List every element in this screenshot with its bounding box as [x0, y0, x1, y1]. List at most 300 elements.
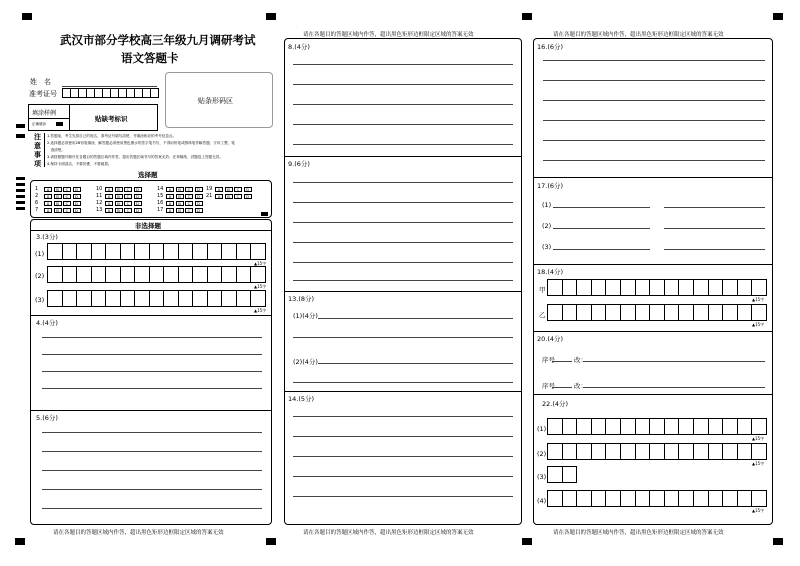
registration-mark — [15, 538, 25, 545]
grid-cell[interactable] — [251, 243, 266, 260]
grid-cell[interactable] — [577, 443, 592, 460]
option-bubble[interactable]: A — [215, 194, 223, 199]
grid-cell[interactable] — [752, 279, 767, 296]
option-bubble[interactable]: D — [73, 201, 81, 206]
notes-title: 注 意 事 项 — [34, 133, 41, 168]
grid-cell[interactable] — [650, 304, 665, 321]
grid-cell[interactable] — [548, 490, 563, 507]
answer-line[interactable] — [583, 387, 765, 388]
answer-line[interactable] — [543, 60, 765, 61]
grid-cell[interactable] — [577, 304, 592, 321]
barcode-label: 贴条形码区 — [198, 97, 233, 105]
grid-cell[interactable] — [121, 266, 136, 283]
grid-cell[interactable] — [150, 243, 165, 260]
grid-cell[interactable] — [665, 304, 680, 321]
grid-cell[interactable] — [636, 304, 651, 321]
grid-cell[interactable] — [92, 290, 107, 307]
option-bubble[interactable]: A — [44, 201, 52, 206]
option-bubble[interactable]: B — [54, 187, 62, 192]
grid-cell[interactable] — [592, 443, 607, 460]
grid-cell[interactable] — [563, 443, 578, 460]
answer-line[interactable] — [42, 371, 262, 372]
option-bubble[interactable]: A — [166, 187, 174, 192]
q18-row2-label: 乙 — [539, 311, 546, 319]
grid-cell[interactable] — [679, 490, 694, 507]
grid-cell[interactable] — [179, 266, 194, 283]
option-bubble[interactable]: D — [244, 187, 252, 192]
answer-line[interactable] — [664, 228, 765, 229]
mcq-number: 13 — [96, 207, 103, 213]
word-counter: ▲15字 — [254, 261, 267, 266]
grid-cell[interactable] — [723, 418, 738, 435]
q13-label: 13.(8分) — [288, 295, 315, 303]
q9-label: 9.(6分) — [288, 160, 310, 168]
grid-cell[interactable] — [752, 490, 767, 507]
answer-line[interactable] — [293, 64, 513, 65]
grid-cell[interactable] — [563, 466, 578, 483]
mcq-question-1 — [35, 186, 82, 192]
grid-cell[interactable] — [548, 304, 563, 321]
grid-cell[interactable] — [121, 290, 136, 307]
option-bubble[interactable]: A — [215, 187, 223, 192]
q20-change-label: 改： — [574, 382, 587, 390]
answer-line[interactable] — [293, 222, 513, 223]
mcq-number: 7 — [35, 207, 39, 213]
grid-cell[interactable] — [650, 443, 665, 460]
option-bubble[interactable]: D — [195, 208, 203, 213]
grid-cell[interactable] — [237, 243, 252, 260]
grid-cell[interactable] — [709, 304, 724, 321]
option-bubble[interactable]: B — [176, 194, 184, 199]
mcq-number: 15 — [157, 193, 164, 199]
grid-cell[interactable] — [563, 279, 578, 296]
option-bubble[interactable]: C — [63, 187, 71, 192]
answer-line[interactable] — [42, 337, 262, 338]
q8-label: 8.(4分) — [288, 43, 310, 51]
q18-grid-2[interactable] — [547, 304, 767, 321]
option-bubble[interactable]: A — [105, 208, 113, 213]
answer-line[interactable] — [543, 80, 765, 81]
answer-line[interactable] — [293, 242, 513, 243]
option-bubble[interactable]: A — [105, 187, 113, 192]
grid-cell[interactable] — [606, 304, 621, 321]
grid-cell[interactable] — [723, 443, 738, 460]
grid-cell[interactable] — [121, 243, 136, 260]
grid-cell[interactable] — [193, 290, 208, 307]
answer-line[interactable] — [543, 120, 765, 121]
mcq-question-6 — [35, 200, 82, 206]
answer-line[interactable] — [293, 456, 513, 457]
q3-grid-1[interactable] — [47, 243, 266, 260]
grid-cell[interactable] — [636, 418, 651, 435]
answer-line[interactable] — [553, 249, 650, 250]
grid-cell[interactable] — [694, 418, 709, 435]
grid-cell[interactable] — [650, 279, 665, 296]
grid-cell[interactable] — [709, 279, 724, 296]
grid-cell[interactable] — [63, 266, 78, 283]
answer-line[interactable] — [318, 363, 513, 364]
option-bubble[interactable]: D — [134, 201, 142, 206]
grid-cell[interactable] — [650, 490, 665, 507]
grid-cell[interactable] — [738, 490, 753, 507]
answer-line[interactable] — [543, 140, 765, 141]
option-bubble[interactable]: C — [234, 194, 242, 199]
option-bubble[interactable]: A — [105, 201, 113, 206]
answer-line[interactable] — [42, 470, 262, 471]
answer-line[interactable] — [293, 337, 513, 338]
grid-cell[interactable] — [251, 266, 266, 283]
grid-cell[interactable] — [694, 490, 709, 507]
mcq-number: 14 — [157, 186, 164, 192]
mcq-question-19 — [206, 186, 253, 192]
mcq-number: 17 — [157, 207, 164, 213]
option-bubble[interactable]: D — [73, 194, 81, 199]
grid-cell[interactable] — [577, 279, 592, 296]
option-bubble[interactable]: D — [134, 194, 142, 199]
option-bubble[interactable]: D — [195, 187, 203, 192]
q13-sub2: (2)(4分) — [293, 358, 318, 366]
corner-mark — [261, 212, 268, 216]
q16-label: 16.(6分) — [537, 43, 564, 51]
mcq-number: 11 — [96, 193, 103, 199]
option-bubble[interactable]: A — [105, 194, 113, 199]
grid-cell[interactable] — [679, 279, 694, 296]
option-bubble[interactable]: D — [195, 194, 203, 199]
grid-cell[interactable] — [48, 243, 63, 260]
option-bubble[interactable]: B — [225, 194, 233, 199]
option-bubble[interactable]: C — [124, 201, 132, 206]
q18-row1-label: 甲 — [539, 286, 546, 294]
grid-cell[interactable] — [752, 304, 767, 321]
answer-line[interactable] — [293, 280, 513, 281]
answer-line[interactable] — [42, 451, 262, 452]
mcq-question-21 — [206, 193, 253, 199]
grid-cell[interactable] — [621, 304, 636, 321]
answer-line[interactable] — [293, 182, 513, 183]
grid-cell[interactable] — [723, 490, 738, 507]
answer-line[interactable] — [552, 361, 572, 362]
mcq-question-2 — [35, 193, 82, 199]
grid-cell[interactable] — [222, 290, 237, 307]
grid-cell[interactable] — [150, 266, 165, 283]
grid-cell[interactable] — [752, 443, 767, 460]
q17-sub1: (1) — [542, 201, 552, 209]
grid-cell[interactable] — [106, 243, 121, 260]
q3-grid-2[interactable] — [47, 266, 266, 283]
grid-cell[interactable] — [164, 243, 179, 260]
card-subtitle: 语文答题卡 — [121, 51, 179, 65]
grid-cell[interactable] — [592, 418, 607, 435]
sample-box — [28, 104, 158, 131]
option-bubble[interactable]: B — [54, 201, 62, 206]
grid-cell[interactable] — [63, 243, 78, 260]
answer-line[interactable] — [293, 202, 513, 203]
grid-cell[interactable] — [193, 266, 208, 283]
answer-line[interactable] — [42, 432, 262, 433]
answer-line[interactable] — [42, 489, 262, 490]
grid-cell[interactable] — [48, 290, 63, 307]
grid-cell[interactable] — [592, 490, 607, 507]
answer-line[interactable] — [583, 361, 765, 362]
grid-cell[interactable] — [738, 418, 753, 435]
q20-seq-label: 序号 — [542, 382, 555, 390]
option-bubble[interactable]: D — [73, 208, 81, 213]
timing-mark — [16, 177, 25, 180]
grid-cell[interactable] — [222, 243, 237, 260]
mcq-number: 19 — [206, 186, 213, 192]
option-bubble[interactable]: B — [225, 187, 233, 192]
answer-frame-2 — [284, 38, 522, 525]
grid-cell[interactable] — [548, 443, 563, 460]
answer-line[interactable] — [293, 416, 513, 417]
option-bubble[interactable]: B — [54, 194, 62, 199]
grid-cell[interactable] — [679, 418, 694, 435]
option-bubble[interactable]: C — [234, 187, 242, 192]
grid-cell[interactable] — [106, 290, 121, 307]
answer-line[interactable] — [553, 207, 650, 208]
grid-cell[interactable] — [636, 279, 651, 296]
grid-cell[interactable] — [694, 443, 709, 460]
answer-line[interactable] — [293, 104, 513, 105]
grid-cell[interactable] — [164, 290, 179, 307]
grid-cell[interactable] — [548, 466, 563, 483]
q13-sub1: (1)(4分) — [293, 312, 318, 320]
answer-line[interactable] — [42, 388, 262, 389]
mcq-number: 16 — [157, 200, 164, 206]
option-bubble[interactable]: D — [244, 194, 252, 199]
option-bubble[interactable]: B — [115, 194, 123, 199]
grid-cell[interactable] — [193, 243, 208, 260]
option-bubble[interactable]: D — [134, 208, 142, 213]
grid-cell[interactable] — [135, 266, 150, 283]
grid-cell[interactable] — [208, 290, 223, 307]
grid-cell[interactable] — [738, 304, 753, 321]
grid-cell[interactable] — [548, 418, 563, 435]
registration-mark — [266, 538, 276, 545]
answer-line[interactable] — [318, 318, 513, 319]
mcq-number: 6 — [35, 200, 39, 206]
answer-line[interactable] — [42, 354, 262, 355]
grid-cell[interactable] — [621, 490, 636, 507]
answer-line[interactable] — [543, 100, 765, 101]
answer-line[interactable] — [293, 496, 513, 497]
grid-cell[interactable] — [738, 279, 753, 296]
grid-cell[interactable] — [665, 418, 680, 435]
grid-cell[interactable] — [709, 443, 724, 460]
timing-mark — [16, 207, 25, 210]
grid-cell[interactable] — [77, 266, 92, 283]
grid-cell[interactable] — [577, 490, 592, 507]
timing-mark — [16, 201, 25, 204]
answer-line[interactable] — [552, 387, 572, 388]
option-bubble[interactable]: D — [73, 187, 81, 192]
grid-cell[interactable] — [251, 290, 266, 307]
q3-grid-3[interactable] — [47, 290, 266, 307]
grid-cell[interactable] — [208, 266, 223, 283]
grid-cell[interactable] — [592, 304, 607, 321]
word-counter: ▲15字 — [254, 284, 267, 289]
registration-mark — [773, 13, 783, 20]
grid-cell[interactable] — [135, 290, 150, 307]
option-bubble[interactable]: A — [166, 194, 174, 199]
grid-cell[interactable] — [650, 418, 665, 435]
option-bubble[interactable]: D — [134, 187, 142, 192]
grid-cell[interactable] — [665, 490, 680, 507]
grid-cell[interactable] — [548, 279, 563, 296]
grid-cell[interactable] — [77, 243, 92, 260]
grid-cell[interactable] — [709, 418, 724, 435]
grid-cell[interactable] — [135, 243, 150, 260]
registration-mark — [266, 13, 276, 20]
grid-cell[interactable] — [679, 304, 694, 321]
q22-sub4: (4) — [537, 497, 547, 505]
option-bubble[interactable]: D — [195, 201, 203, 206]
q22-label: 22.(4分) — [542, 400, 569, 408]
mcq-question-7 — [35, 207, 82, 213]
grid-cell[interactable] — [621, 418, 636, 435]
option-bubble[interactable]: A — [166, 208, 174, 213]
grid-cell[interactable] — [665, 279, 680, 296]
q18-grid-1[interactable] — [547, 279, 767, 296]
grid-cell[interactable] — [164, 266, 179, 283]
option-bubble[interactable]: B — [115, 187, 123, 192]
answer-line[interactable] — [293, 262, 513, 263]
answer-line[interactable] — [664, 207, 765, 208]
grid-cell[interactable] — [592, 279, 607, 296]
mcq-question-15 — [157, 193, 204, 199]
answer-line[interactable] — [553, 228, 650, 229]
option-bubble[interactable]: C — [124, 187, 132, 192]
answer-line[interactable] — [293, 144, 513, 145]
answer-line[interactable] — [293, 382, 513, 383]
answer-line[interactable] — [42, 508, 262, 509]
q17-sub3: (3) — [542, 243, 552, 251]
grid-cell[interactable] — [679, 443, 694, 460]
grid-cell[interactable] — [563, 418, 578, 435]
answer-line[interactable] — [293, 124, 513, 125]
q22-grid-3[interactable] — [547, 466, 577, 483]
id-boxes[interactable] — [62, 88, 159, 98]
grid-cell[interactable] — [237, 266, 252, 283]
timing-mark — [16, 195, 25, 198]
grid-cell[interactable] — [752, 418, 767, 435]
sample-correct-label: 正确填涂 — [32, 122, 46, 126]
notice-text: 请在各题目的答题区域内作答，超出黑色矩形边框限定区域的答案无效 — [553, 530, 724, 536]
option-bubble[interactable]: B — [176, 187, 184, 192]
grid-cell[interactable] — [606, 279, 621, 296]
grid-cell[interactable] — [723, 279, 738, 296]
grid-cell[interactable] — [606, 490, 621, 507]
option-bubble[interactable]: B — [176, 201, 184, 206]
grid-cell[interactable] — [723, 304, 738, 321]
grid-cell[interactable] — [665, 443, 680, 460]
grid-cell[interactable] — [636, 490, 651, 507]
option-bubble[interactable]: C — [63, 208, 71, 213]
option-bubble[interactable]: C — [63, 201, 71, 206]
grid-cell[interactable] — [77, 290, 92, 307]
option-bubble[interactable]: A — [166, 201, 174, 206]
name-field[interactable] — [62, 86, 157, 87]
q18-label: 18.(4分) — [537, 268, 564, 276]
q5-label: 5.(6分) — [36, 414, 58, 422]
answer-line[interactable] — [664, 249, 765, 250]
grid-cell[interactable] — [563, 304, 578, 321]
timing-mark — [16, 134, 25, 138]
q22-grid-1[interactable] — [547, 418, 767, 435]
grid-cell[interactable] — [621, 279, 636, 296]
word-counter: ▲15字 — [752, 461, 765, 466]
q3-label: 3.(3分) — [36, 233, 58, 241]
mcq-question-11 — [96, 193, 143, 199]
grid-cell[interactable] — [606, 443, 621, 460]
q22-grid-2[interactable] — [547, 443, 767, 460]
grid-cell[interactable] — [621, 443, 636, 460]
sample-label: 填涂样例 — [32, 110, 57, 117]
option-bubble[interactable]: B — [115, 208, 123, 213]
q22-grid-4[interactable] — [547, 490, 767, 507]
mcq-question-10 — [96, 186, 143, 192]
q3-sub1: (1) — [35, 250, 45, 258]
grid-cell[interactable] — [179, 290, 194, 307]
grid-cell[interactable] — [694, 304, 709, 321]
grid-cell[interactable] — [694, 279, 709, 296]
option-bubble[interactable]: C — [185, 194, 193, 199]
mcq-question-12 — [96, 200, 143, 206]
grid-cell[interactable] — [150, 290, 165, 307]
answer-line[interactable] — [543, 160, 765, 161]
grid-cell[interactable] — [563, 490, 578, 507]
grid-cell[interactable] — [222, 266, 237, 283]
option-bubble[interactable]: B — [115, 201, 123, 206]
grid-cell[interactable] — [92, 266, 107, 283]
grid-cell[interactable] — [179, 243, 194, 260]
timing-mark — [16, 183, 25, 186]
notice-text: 请在各题目的答题区域内作答，超出黑色矩形边框限定区域的答案无效 — [553, 32, 724, 38]
grid-cell[interactable] — [106, 266, 121, 283]
grid-cell[interactable] — [636, 443, 651, 460]
option-bubble[interactable]: A — [44, 194, 52, 199]
id-label: 准考证号 — [29, 90, 57, 98]
option-bubble[interactable]: B — [54, 208, 62, 213]
grid-cell[interactable] — [48, 266, 63, 283]
option-bubble[interactable]: C — [185, 187, 193, 192]
option-bubble[interactable]: C — [124, 208, 132, 213]
grid-cell[interactable] — [709, 490, 724, 507]
option-bubble[interactable]: C — [63, 194, 71, 199]
mcq-question-16 — [157, 200, 204, 206]
answer-line[interactable] — [293, 476, 513, 477]
option-bubble[interactable]: B — [176, 208, 184, 213]
option-bubble[interactable]: C — [124, 194, 132, 199]
option-bubble[interactable]: C — [185, 201, 193, 206]
exam-title: 武汉市部分学校高三年级九月调研考试 — [60, 33, 256, 47]
option-bubble[interactable]: A — [44, 208, 52, 213]
q22-sub3: (3) — [537, 473, 547, 481]
answer-line[interactable] — [293, 84, 513, 85]
grid-cell[interactable] — [237, 290, 252, 307]
answer-line[interactable] — [293, 436, 513, 437]
grid-cell[interactable] — [738, 443, 753, 460]
grid-cell[interactable] — [92, 243, 107, 260]
mcq-number: 10 — [96, 186, 103, 192]
grid-cell[interactable] — [606, 418, 621, 435]
q20-change-label: 改： — [574, 356, 587, 364]
grid-cell[interactable] — [208, 243, 223, 260]
option-bubble[interactable]: C — [185, 208, 193, 213]
option-bubble[interactable]: A — [44, 187, 52, 192]
grid-cell[interactable] — [577, 418, 592, 435]
grid-cell[interactable] — [63, 290, 78, 307]
